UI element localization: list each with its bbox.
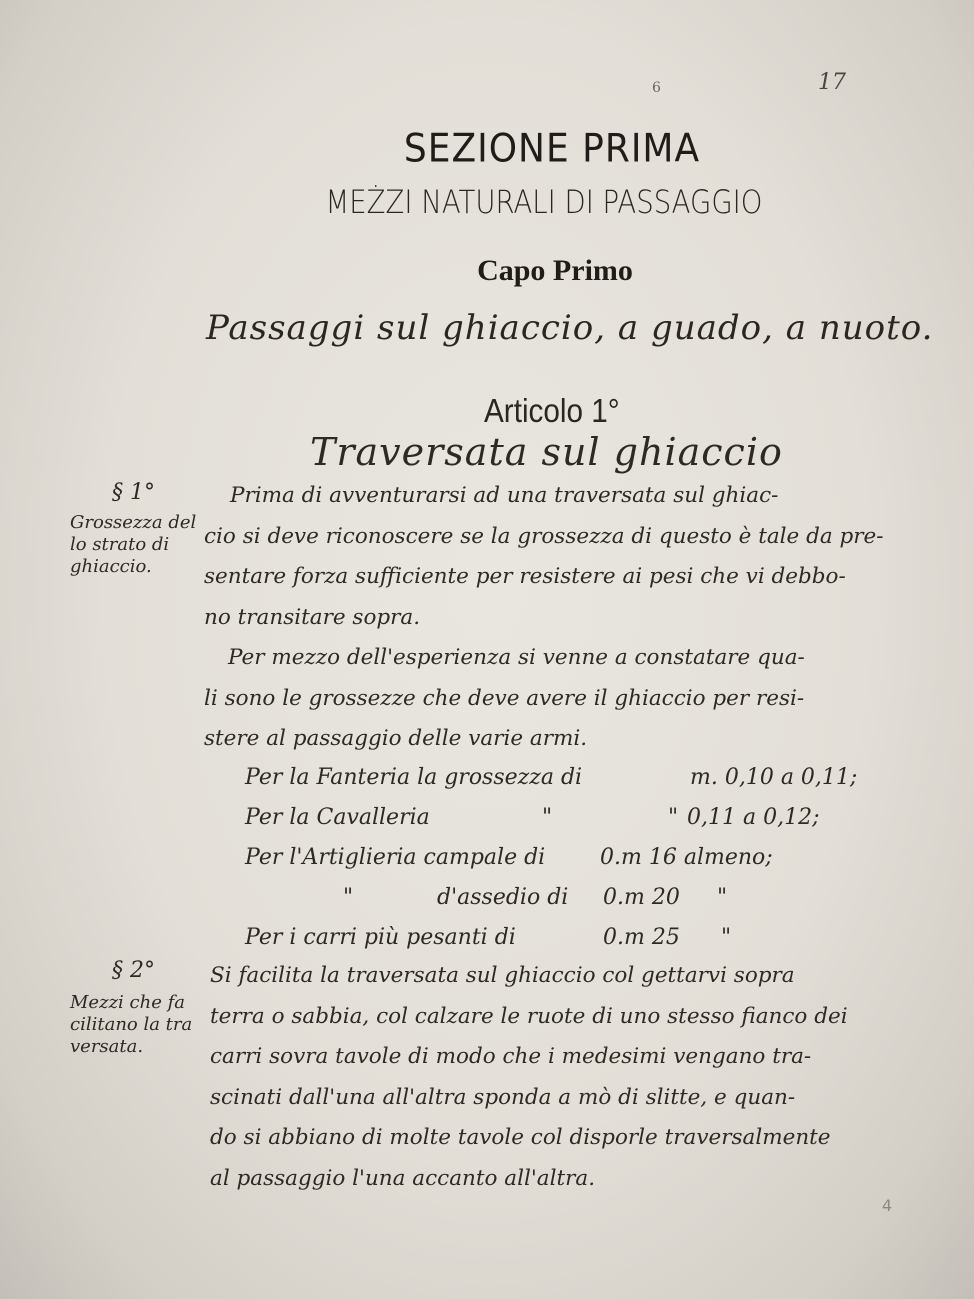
text-line: scinati dall'una all'altra sponda a mò di slitte, e quan- — [210, 1084, 796, 1110]
margin-note-line: cilitano la tra — [70, 1014, 193, 1035]
thickness-row-value: 0.m 20 — [603, 885, 680, 910]
thickness-row-cavalry — [245, 798, 820, 838]
ditto-mark: " — [668, 805, 679, 830]
text-line: carri sovra tavole di modo che i medesimi vengano tra- — [210, 1044, 812, 1069]
margin-note-line: versata. — [70, 1036, 144, 1057]
thickness-row-arm: Per la Cavalleria — [245, 805, 430, 830]
text-line: no transitare sopra. — [204, 604, 421, 630]
thickness-row-arm: Per i carri più pesanti di — [245, 925, 516, 950]
section-subtitle: MEŻZI NATURALI DI PASSAGGIO — [325, 183, 763, 221]
article-title: Traversata sul ghiaccio — [310, 430, 783, 474]
text-line: do si abbiano di molte tavole col disporle traversalmente — [210, 1125, 831, 1150]
page-folio: 17 — [818, 70, 846, 95]
thickness-row-arm: Per l'Artiglieria campale di — [245, 845, 546, 870]
text-line: sentare forza sufficiente per resistere ai pesi che vi debbo- — [204, 564, 846, 589]
text-line: Prima di avventurarsi ad una traversata sul ghiac- — [230, 483, 779, 508]
thickness-row-arm: Per la Fanteria la grossezza di — [245, 765, 583, 790]
thickness-row-siege-artillery — [343, 878, 728, 918]
thickness-row-infantry — [245, 758, 858, 798]
section-1-label: § 1° — [112, 480, 155, 505]
text-line: Per mezzo dell'esperienza si venne a constatare qua- — [228, 645, 805, 670]
ditto-mark: " — [721, 925, 732, 950]
chapter-heading: Capo Primo — [477, 254, 633, 287]
page-folio-small: 6 — [652, 80, 661, 96]
section-2-label: § 2° — [112, 958, 155, 983]
ditto-mark: " — [343, 885, 354, 910]
thickness-row-heavy-carts — [245, 918, 732, 958]
ditto-mark: " — [717, 885, 728, 910]
section-heading: SEZIONE PRIMA — [403, 126, 701, 172]
margin-note-line: lo strato di — [70, 534, 170, 555]
chapter-title: Passaggi sul ghiaccio, a guado, a nuoto. — [206, 308, 934, 348]
section-1-paragraph-1 — [204, 476, 884, 638]
section-1-paragraph-2 — [204, 638, 805, 760]
thickness-row-value: m. 0,10 a 0,11; — [690, 765, 858, 790]
text-line: cio si deve riconoscere se la grossezza di questo è tale da pre- — [204, 523, 884, 549]
section-2-margin-note — [70, 992, 192, 1058]
margin-note-line: Grossezza del — [70, 512, 197, 533]
section-2-paragraph — [210, 956, 848, 1199]
margin-note-line: Mezzi che fa — [70, 992, 185, 1013]
margin-note-line: ghiaccio. — [70, 556, 152, 577]
corner-number: 4 — [881, 1196, 892, 1215]
text-line: Si facilita la traversata sul ghiaccio col gettarvi sopra — [210, 963, 795, 988]
thickness-row-value: 0.m 16 almeno; — [600, 845, 773, 870]
text-line: li sono le grossezze che deve avere il ghiaccio per resi- — [204, 685, 805, 711]
text-line: stere al passaggio delle varie armi. — [204, 726, 588, 751]
thickness-row-value: 0,11 a 0,12; — [687, 805, 820, 830]
thickness-row-field-artillery — [245, 838, 773, 878]
section-1-margin-note — [70, 512, 196, 578]
article-heading: Articolo 1° — [484, 392, 620, 429]
text-line: terra o sabbia, col calzare le ruote di uno stesso fianco dei — [210, 1003, 848, 1029]
thickness-row-value: 0.m 25 — [603, 925, 680, 950]
ditto-mark: " — [542, 805, 553, 830]
text-line: al passaggio l'una accanto all'altra. — [210, 1165, 596, 1191]
thickness-row-arm: d'assedio di — [437, 885, 569, 910]
